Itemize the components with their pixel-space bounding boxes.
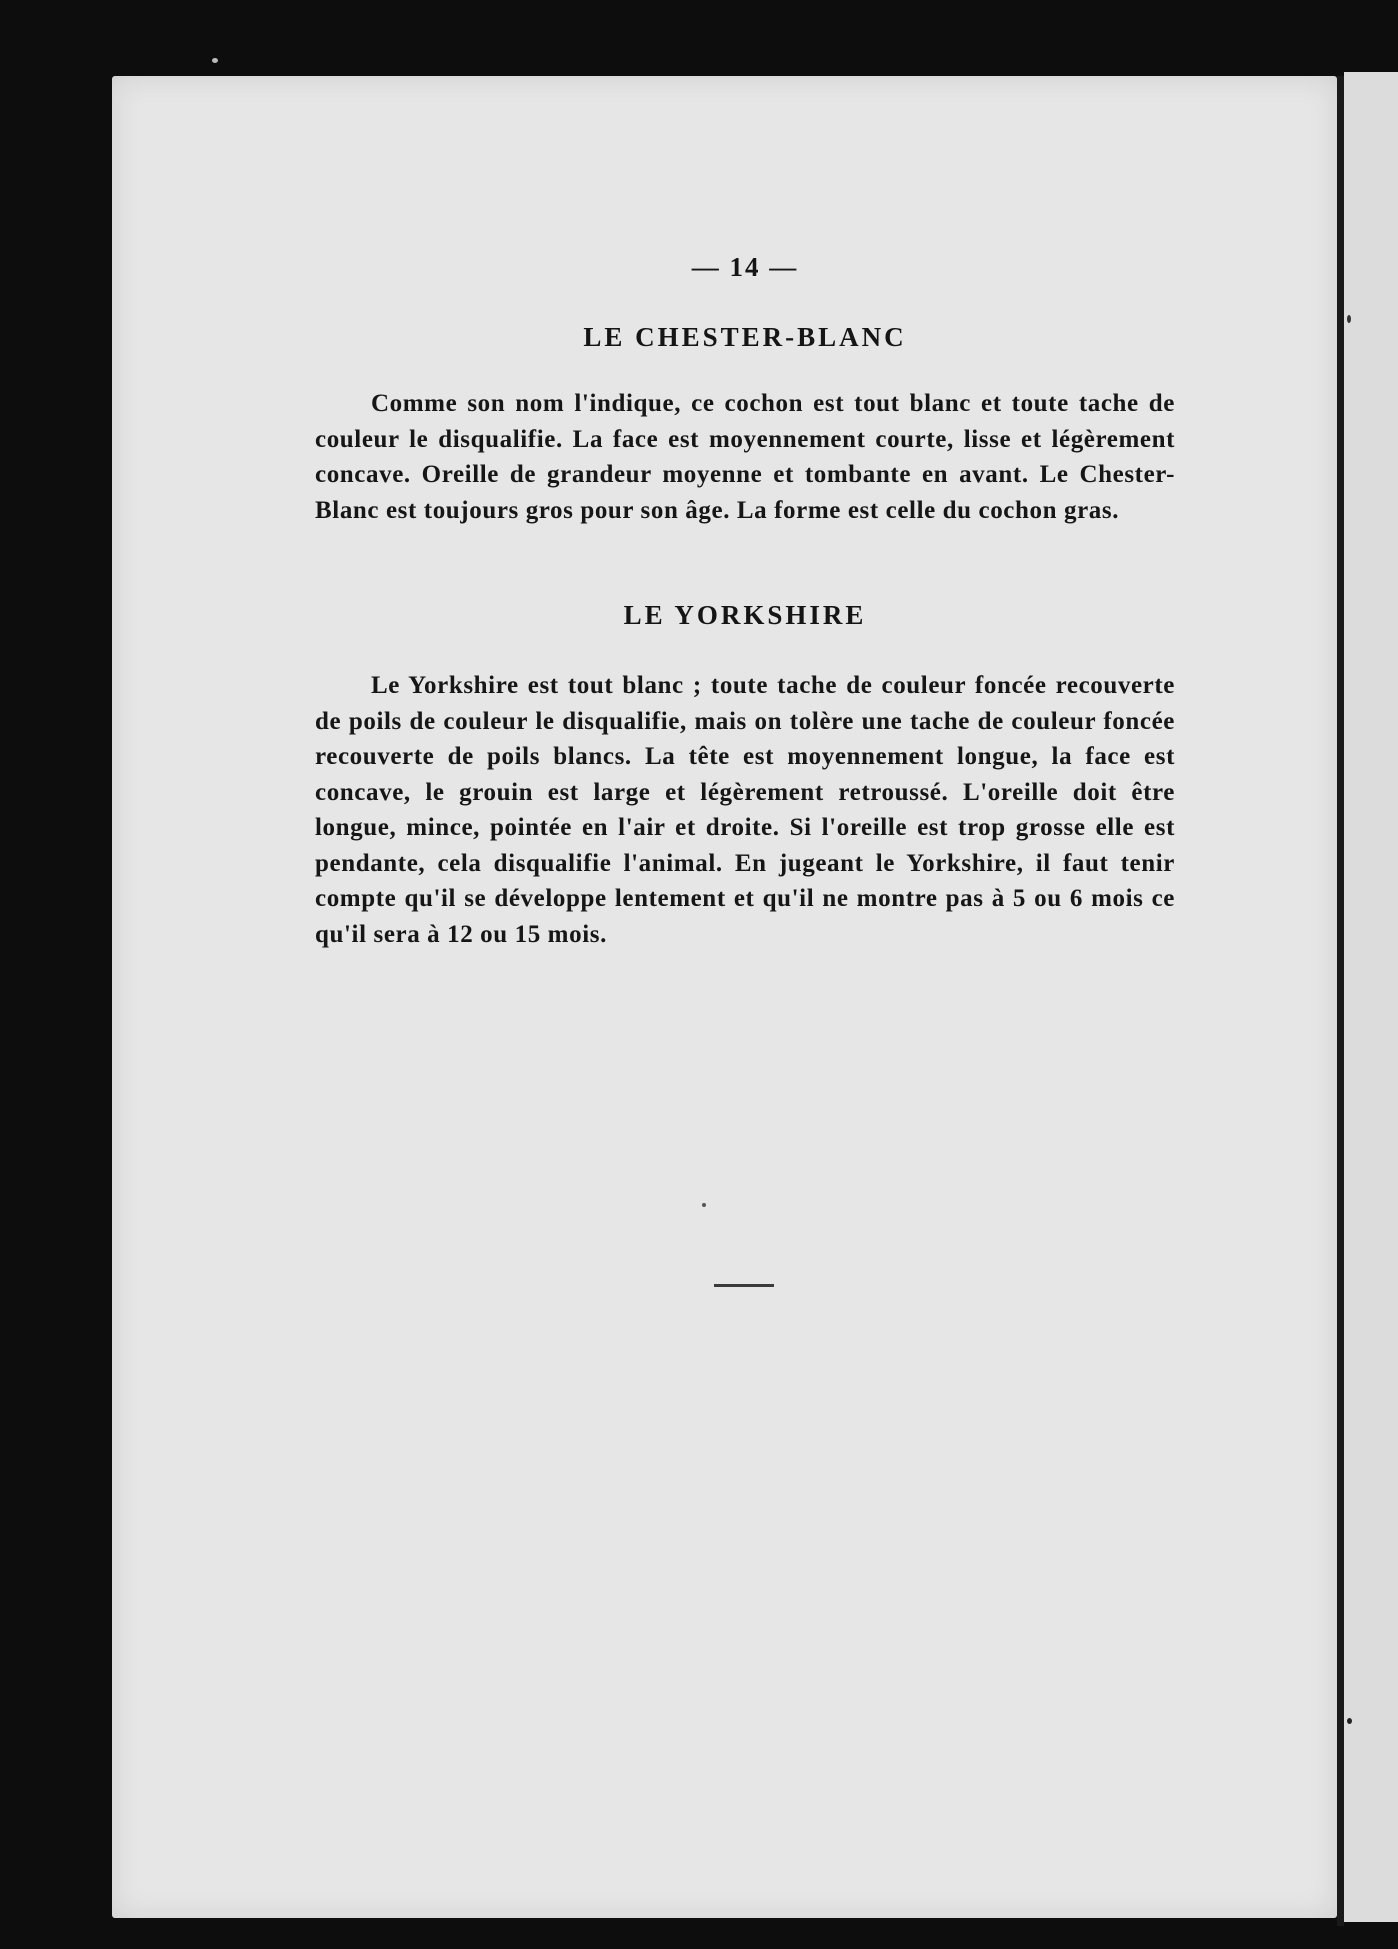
scan-speck	[1347, 315, 1351, 323]
section-paragraph-yorkshire: Le Yorkshire est tout blanc ; toute tache de couleur foncée recouverte de poils de couleur le disqualifie, mais on tolère une tache de couleur foncée recouverte de poils blancs. La tête est moyennement longue, la face est concave, le grouin est large et légèrement retroussé. L'oreille doit être longue, mince, pointée en l'air et droite. Si l'oreille est trop grosse elle est pendante, cela disqualifie l'animal. En jugeant le Yorkshire, il faut tenir compte qu'il se développe lentement et qu'il ne montre pas à 5 ou 6 mois ce qu'il sera à 12 ou 15 mois.	[315, 672, 1175, 948]
scan-speck	[212, 58, 218, 63]
facing-page-edge	[1344, 72, 1398, 1922]
scan-speck	[1347, 1718, 1352, 1724]
book-gutter	[1337, 76, 1344, 1926]
page-number: — 14 —	[691, 252, 799, 282]
scan-speck	[702, 1203, 706, 1207]
section-title-chester-blanc: LE CHESTER-BLANC	[583, 322, 907, 352]
section-title-yorkshire: LE YORKSHIRE	[623, 600, 867, 630]
end-of-text-rule	[714, 1284, 774, 1287]
section-paragraph-chester-blanc: Comme son nom l'indique, ce cochon est tout blanc et toute tache de couleur le disqualifie. La face est moyennement courte, lisse et légèrement concave. Oreille de grandeur moyenne et tombante en avant. Le Chester-Blanc est toujours gros pour son âge. La forme est celle du cochon gras.	[315, 390, 1175, 524]
